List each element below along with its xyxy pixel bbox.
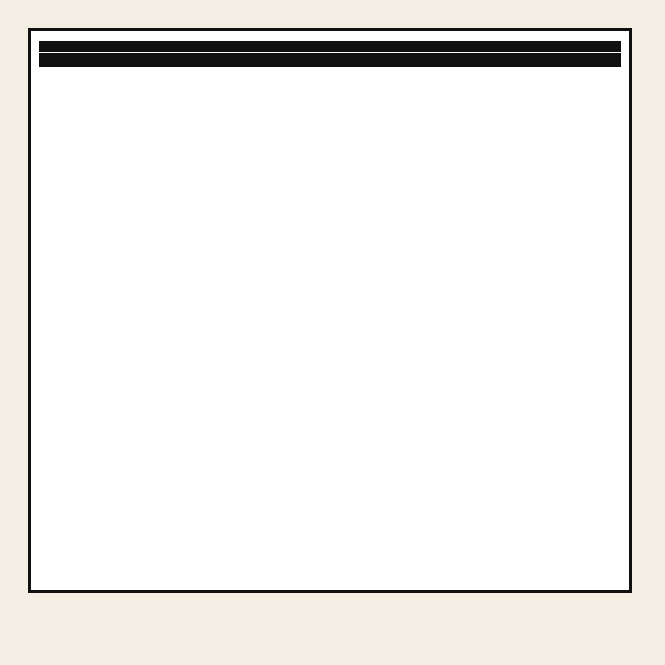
header-divider bbox=[39, 53, 621, 60]
supplement-facts-panel bbox=[28, 28, 632, 593]
footer-divider bbox=[39, 60, 621, 67]
thick-divider bbox=[39, 41, 621, 52]
dv-note bbox=[39, 67, 621, 70]
